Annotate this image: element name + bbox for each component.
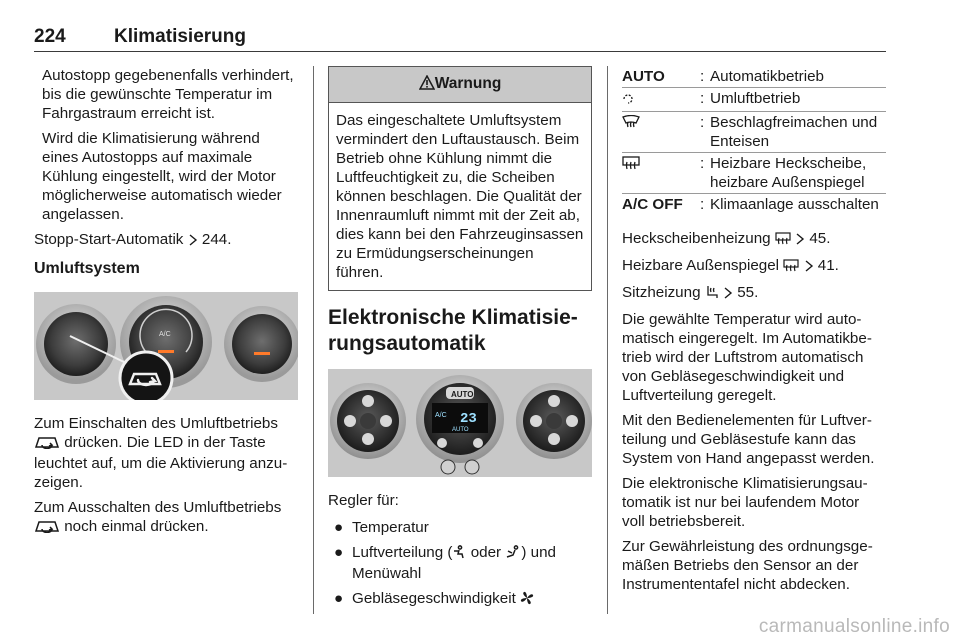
svg-text:23: 23 (460, 411, 477, 427)
column-3 (622, 66, 886, 600)
header-rule (34, 51, 886, 52)
paragraph-stopp-start: Stopp-Start-Automatik 244. (34, 230, 298, 251)
page-reference-icon (723, 285, 733, 304)
table-row: : Beschlagfreimachen und Enteisen (622, 112, 886, 153)
page-title: Klimatisierung (114, 26, 246, 47)
air-distribution-person-icon (505, 545, 521, 564)
paragraph-bedienelemente: Mit den Bedienelementen für Luftverteilung und Gebläsestufe kann das System von Hand angepasst werden. (622, 412, 875, 467)
recirculation-icon (34, 435, 60, 454)
list-item: ● Temperatur (334, 519, 429, 536)
paragraph-betriebsbereit: Die elektronische Klimatisierungsautomatik ist nur bei laufendem Motor voll betriebsbereit. (622, 475, 868, 530)
photo-label-auto-display: AUTO (452, 427, 469, 433)
photo-recirculation-control (34, 292, 298, 400)
warning-text: Das eingeschaltete Umluftsystem vermindert den Luftaustausch. Beim Betrieb ohne Kühlung nimmt die Luftfeuchtigkeit zu, die Scheiben können beschlagen. Die Qualität der Innenraumluft nimmt mit der Zeit ab, dies kann bei den Fahrzeuginsassen zu Ermüdungserscheinungen führen. (336, 112, 584, 281)
table-row: A/C OFF : Klimaanlage ausschalten (622, 196, 879, 213)
list-item: ● Gebläsegeschwindigkeit (328, 589, 592, 610)
controls-table (622, 66, 886, 215)
table-row: : Heizbare Heckscheibe, heizbare Außenspiegel (622, 153, 886, 194)
photo-label-ac: A/C (159, 331, 171, 338)
warning-header (329, 67, 591, 103)
column-divider-1 (313, 66, 314, 614)
rear-window-heating-icon (775, 231, 791, 250)
page-reference-link[interactable]: 244. (201, 231, 232, 248)
fan-icon (520, 591, 534, 610)
table-row: AUTO : Automatikbetrieb (622, 66, 886, 88)
rear-window-heating-icon (622, 156, 640, 175)
paragraph-umluft-ein: Zum Einschalten des Umluftbetriebs drücken. Die LED in der Taste leuchtet auf, um die Aktivierung anzuzeigen. (34, 415, 288, 491)
reference-aussenspiegel: Heizbare Außenspiegel 41. (622, 256, 886, 277)
column-1 (34, 66, 298, 544)
page-number: 224 (34, 26, 66, 47)
air-distribution-seated-icon (452, 545, 466, 564)
windscreen-defrost-icon (622, 115, 640, 134)
heading-klimatisierungsautomatik: Elektronische Klimatisierungsautomatik (328, 306, 578, 355)
control-list (328, 518, 592, 610)
column-2 (328, 66, 592, 616)
page-reference-link[interactable]: 41. (817, 257, 839, 274)
warning-triangle-icon (419, 75, 435, 95)
page-reference-icon (188, 232, 198, 251)
page-reference-link[interactable]: 55. (737, 284, 759, 301)
table-row: : Umluftbetrieb (622, 88, 886, 112)
recirculation-icon (622, 91, 634, 110)
rear-window-heating-icon (783, 258, 799, 277)
paragraph-autostopp: Autostopp gegebenenfalls verhindert, bis die gewünschte Temperatur im Fahrgastraum erreicht ist. (42, 67, 294, 122)
paragraph-kuehlung: Wird die Klimatisierung während eines Autostopps auf maximale Kühlung eingestellt, wird der Motor möglicherweise automatisch wieder angelassen. (42, 130, 282, 223)
paragraph-sensor: Zur Gewährleistung des ordnungsgemäßen Betriebs den Sensor an der Instrumententafel nicht abdecken. (622, 538, 873, 593)
warning-box (328, 66, 592, 291)
watermark: carmanualsonline.info (758, 616, 950, 637)
column-divider-2 (607, 66, 608, 614)
page-header (34, 26, 886, 52)
list-item: ● Luftverteilung ( oder ) und Menüwahl (334, 544, 556, 582)
photo-climate-control-panel (328, 369, 592, 477)
recirculation-icon (34, 519, 60, 538)
paragraph-regler: Regler für: (328, 492, 399, 509)
photo-label-ac-display: A/C (435, 412, 447, 419)
paragraph-temperatur: Die gewählte Temperatur wird automatisch eingeregelt. Im Automatikbetrieb wird der Luftstrom automatisch von Gebläsegeschwindigkeit und Luftverteilung geregelt. (622, 311, 872, 404)
warning-title: Warnung (434, 75, 502, 92)
heading-umluftsystem: Umluftsystem (34, 260, 140, 277)
photo-label-auto-top: AUTO (451, 390, 474, 399)
reference-sitzheizung: Sitzheizung 55. (622, 283, 886, 304)
reference-heckscheibenheizung: Heckscheibenheizung 45. (622, 229, 886, 250)
page-reference-icon (804, 258, 814, 277)
page-reference-link[interactable]: 45. (809, 230, 831, 247)
seat-heating-icon (705, 285, 719, 304)
page-reference-icon (795, 231, 805, 250)
paragraph-umluft-aus: Zum Ausschalten des Umluftbetriebs noch einmal drücken. (34, 498, 298, 538)
